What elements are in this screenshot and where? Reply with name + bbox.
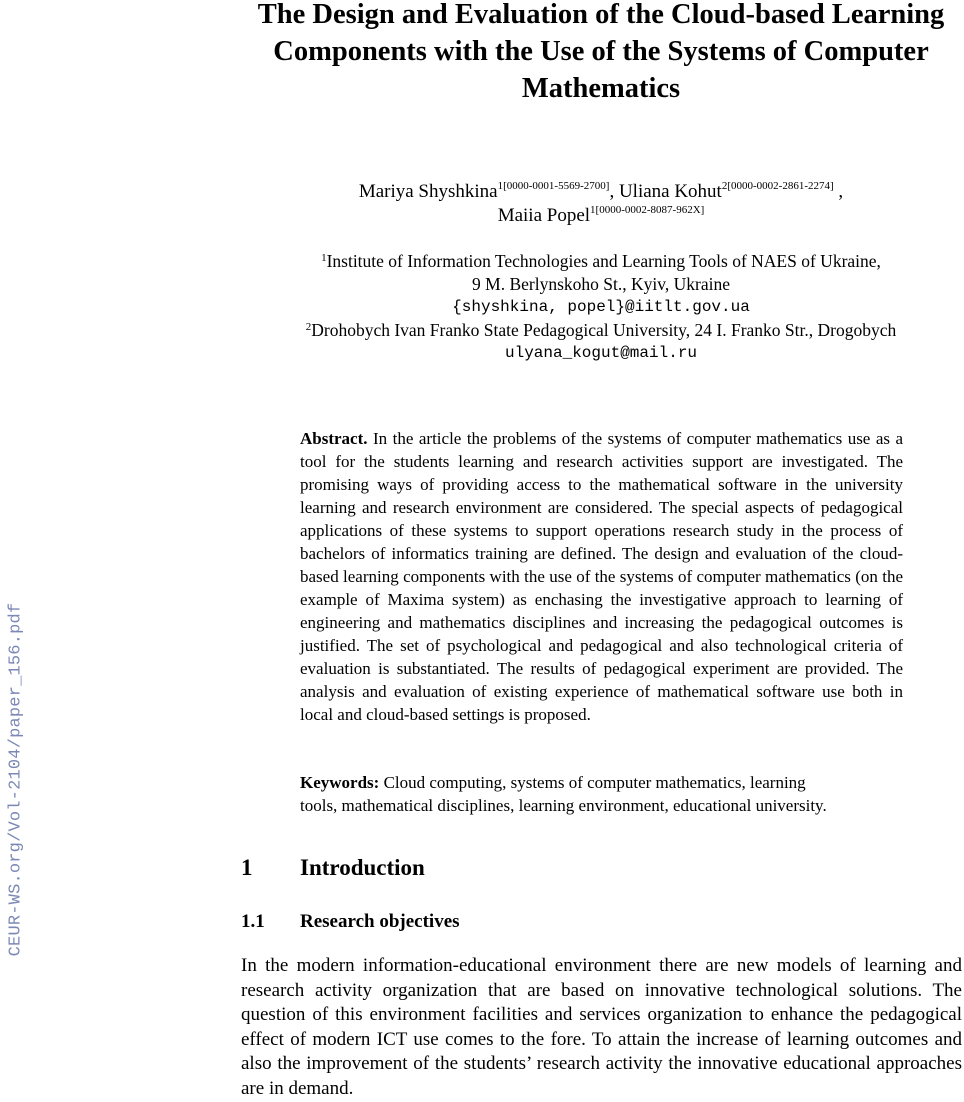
aff1-marker: 1 xyxy=(321,252,327,264)
keywords xyxy=(300,771,903,817)
subsection-heading-research-objectives xyxy=(241,911,460,933)
author-2-orcid: 2[0000-0002-2861-2274] xyxy=(721,180,834,192)
abstract-label: Abstract. xyxy=(300,429,368,448)
keywords-label: Keywords: xyxy=(300,773,380,792)
section-heading-introduction xyxy=(241,855,425,881)
section-number: 1 xyxy=(241,855,253,880)
author-list: Mariya Shyshkina$^{1[0000-0001-5569-2700]}$, Uliana Kohut$^{2[0000-0002-2861-2274]}$ , Maiia Popel$^{1[0000-0002-8087-962X]}$ xyxy=(358,180,844,226)
aff2-line-1: Drohobych Ivan Franko State Pedagogical University, 24 I. Franko Str., Drogobych xyxy=(311,320,897,340)
aff1-line-1: Institute of Information Technologies and Learning Tools of NAES of Ukraine, xyxy=(326,251,881,271)
ceur-side-stamp: CEUR-WS.org/Vol-2104/paper_156.pdf xyxy=(6,602,26,957)
aff2-email: ulyana_kogut@mail.ru xyxy=(504,344,698,362)
aff2-marker: 2 xyxy=(305,321,312,333)
paper-title xyxy=(240,0,962,107)
affiliations xyxy=(240,250,962,365)
author-1-orcid: 1[0000-0001-5569-2700] xyxy=(497,180,610,192)
body-paragraph: In the modern information-educational environment there are new models of learning and research activity organization that are based on innovative technological solutions. The question of this environment facilities and services organization to enhance the pedagogical effect of modern ICT use comes to the fore. To attain the increase of learning outcomes and also the improvement of the students’ research activity the innovative educational approaches are in demand. xyxy=(241,955,962,1099)
aff1-email: {shyshkina, popel}@iitlt.gov.ua xyxy=(452,298,750,316)
title-line-1: The Design and Evaluation of the Cloud-based Learning xyxy=(257,0,945,30)
aff1-line-2: 9 M. Berlynskoho St., Kyiv, Ukraine xyxy=(472,274,730,294)
title-line-2: Components with the Use of the Systems of Computer xyxy=(273,36,929,67)
keywords-line-2: tools, mathematical disciplines, learning environment, educational university. xyxy=(300,796,827,815)
abstract xyxy=(300,427,903,726)
author-2-name: Uliana Kohut xyxy=(618,181,722,202)
subsection-title: Research objectives xyxy=(300,911,460,932)
author-1-name: Mariya Shyshkina xyxy=(358,181,498,202)
author-3-name: Maiia Popel xyxy=(497,205,591,226)
subsection-number: 1.1 xyxy=(241,911,265,932)
author-3-orcid: 1[0000-0002-8087-962X] xyxy=(590,204,705,216)
title-line-3: Mathematics xyxy=(521,73,681,104)
section-title: Introduction xyxy=(300,855,425,880)
keywords-line-1: Cloud computing, systems of computer mathematics, learning xyxy=(383,773,806,792)
abstract-text: In the article the problems of the systems of computer mathematics use as a tool for the students learning and research activities support are investigated. The promising ways of providing access to the mathematical software in the university learning and research environment are considered. The special aspects of pedagogical applications of these systems to support operations research study in the process of bachelors of informatics training are defined. The design and evaluation of the cloud-based learning components with the use of the systems of computer mathematics (on the example of Maxima system) as enchasing the investigative approach to learning of engineering and mathematics disciplines and increasing the pedagogical outcomes is justified. The set of psychological and pedagogical and also technological criteria of evaluation is substantiated. The results of pedagogical experiment are provided. The analysis and evaluation of existing experience of mathematical software use both in local and cloud-based settings is proposed. xyxy=(300,429,904,724)
